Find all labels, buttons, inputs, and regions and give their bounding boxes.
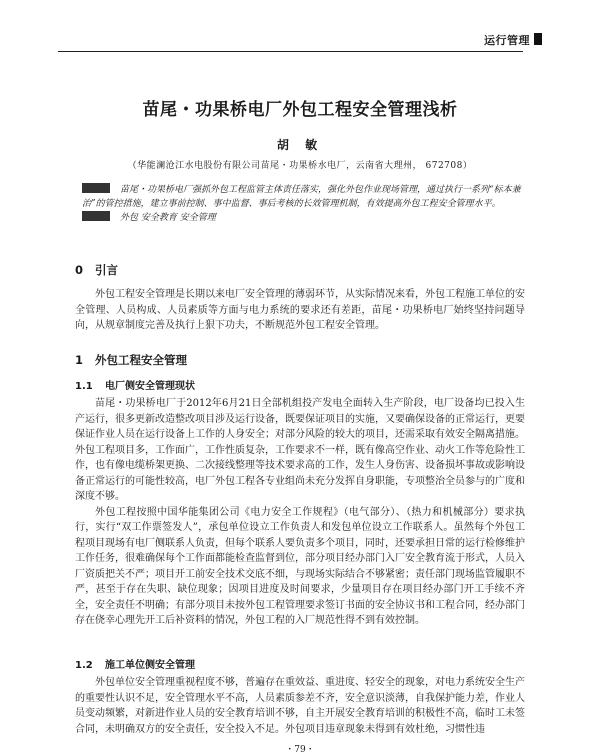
heading-section-1-num: 1 [75,353,84,367]
author: 胡 敏 [276,138,324,152]
page-number: ・79・ [285,745,315,755]
heading-section-1-text: 外包工程安全管理 [95,353,187,367]
keywords-text: 外包 安全教育 安全管理 [120,213,216,223]
section-1-1-body [75,396,525,629]
heading-section-1-1-num: 1.1 [75,381,93,392]
affiliation: （华能澜沧江水电股份有限公司苗尾・功果桥水电厂，云南省大理州， 672708） [127,161,473,171]
heading-intro [75,262,118,278]
abstract-text: 苗尾・功果桥电厂强抓外包工程监管主体责任落实，强化外包作业现场管理，通过执行一系列“标本兼治”的管控措施，建立事前控制、事中监督、事后考核的长效管理机制，有效提高外包工程安全管理水平。 [82,185,521,209]
heading-intro-text: 引言 [95,263,118,277]
header-rule [58,51,523,52]
heading-section-1-2-text: 施工单位侧安全管理 [105,660,195,671]
section-tag: 运行管理 [484,34,530,47]
heading-section-1-1 [75,377,195,392]
article-title: 苗尾・功果桥电厂外包工程安全管理浅析 [142,100,458,120]
keywords-label-block [82,211,110,221]
heading-section-1-2-num: 1.2 [75,660,93,671]
intro-body [75,287,525,334]
abstract-label-block [82,183,110,193]
intro-paragraph: 外包工程安全管理是长期以来电厂安全管理的薄弱环节，从实际情况来看，外包工程施工单位的安全管理、人员构成、人员素质等方面与电力系统的要求还有差距，苗尾・功果桥电厂始终坚持问题导向，从规章制度完善及执行上狠下功夫，不断规范外包工程安全管理。 [75,289,525,331]
abstract-block [82,183,522,225]
section-1-1-paragraph-1: 苗尾・功果桥电厂于2012年6月21日全部机组投产发电全面转入生产阶段，电厂设备均已投入生产运行，很多更新改造整改项目涉及运行设备，既要保证项目的实施，又要确保设备的正常运行，更要保证作业人员在运行设备上工作的人身安全；对部分风险的较大的项目，还需采取有效安全隔离措施。外包工程项目多，工作面广，工作性质复杂，工作要求不一样，既有像高空作业、动火工作等危险性工作，也有像电缆桥架更换、二次接线整理等技术要求高的工作，发生人身伤害、设备损坏事故或影响设备正常运行的可能性较高，电厂外包工程各专业组尚未充分发挥自身职能，专项整治全员参与的广度和深度不够。 [75,398,525,502]
section-1-2-paragraph-1: 外包单位安全管理重视程度不够，普遍存在重效益、重进度、轻安全的现象，对电力系统安全生产的重要性认识不足，安全管理水平不高，人员素质参差不齐，安全意识淡薄，自我保护能力差，作业人员变动频繁，对新进作业人员的安全教育培训不够，自主开展安全教育培训的积极性不高，临时工未签合同，未明确双方的安全责任，安全投入不足。外包项目违章现象未得到有效杜绝，习惯性违 [75,677,525,735]
section-tag-block [534,33,542,45]
heading-section-1 [75,352,187,368]
heading-section-1-1-text: 电厂侧安全管理现状 [105,381,195,392]
section-1-2-body [75,675,525,737]
heading-section-1-2 [75,656,195,671]
heading-intro-num: 0 [75,263,84,277]
keywords [82,211,522,225]
abstract [82,183,522,211]
section-1-1-paragraph-2: 外包工程按照中国华能集团公司《电力安全工作规程》（电气部分）、（热力和机械部分）要求执行，实行“双工作票签发人”，承包单位设立工作负责人和发包单位设立工作联系人。虽然每个外包工程项目现场有电厂侧联系人负责，但每个联系人要负责多个项目，同时，还要承担日常的运行检修维护工作任务，很难确保每个工作面都能检查监督到位，部分项目经办部门入厂安全教育流于形式，人员入厂资质把关不严；项目开工前安全技术交底不细，与现场实际结合不够紧密；责任部门现场监管履职不严，甚至于存在失职、缺位现象；因项目进度及时间要求，少量项目存在项目经办部门开工手续不齐全，安全责任不明确；有部分项目未按外包工程管理要求签订书面的安全协议书和工程合同，经办部门存在侥幸心理先开工后补资料的情况，外包工程的入厂规范性得不到有效控制。 [75,506,525,626]
